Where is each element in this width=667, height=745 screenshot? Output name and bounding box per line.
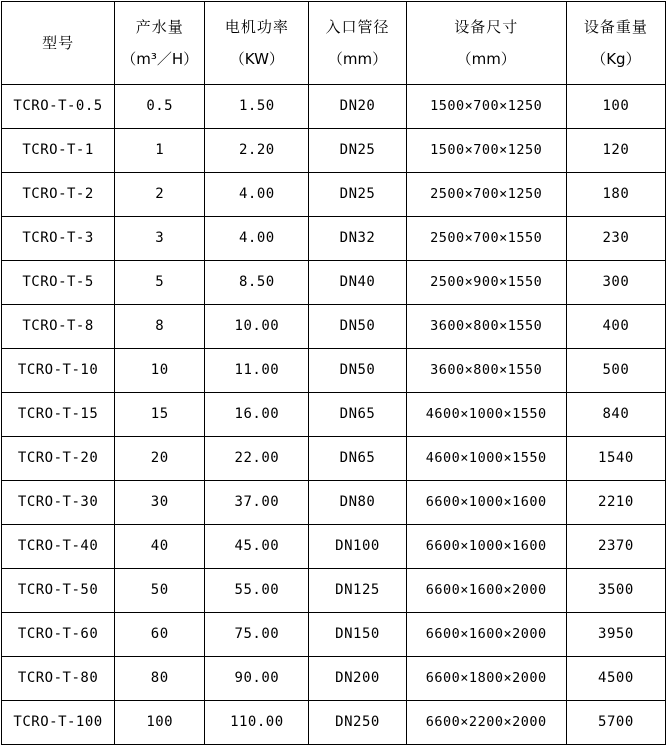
cell-motor-power: 4.00 (205, 173, 309, 217)
column-header-equipment-weight-line1: 设备重量 (583, 17, 648, 36)
table-row (2, 305, 666, 349)
column-header-motor-power-unit: （KW） (229, 50, 284, 68)
table-row (2, 129, 666, 173)
cell-model: TCRO-T-60 (2, 613, 115, 657)
specification-table (1, 1, 666, 745)
column-header-model-line1: 型号 (42, 33, 75, 52)
cell-motor-power: 37.00 (205, 481, 309, 525)
cell-inlet-diameter: DN50 (309, 305, 406, 349)
cell-equipment-size: 2500×900×1550 (406, 261, 566, 305)
cell-model: TCRO-T-2 (2, 173, 115, 217)
cell-equipment-weight: 180 (566, 173, 665, 217)
cell-inlet-diameter: DN80 (309, 481, 406, 525)
cell-equipment-size: 4600×1000×1550 (406, 437, 566, 481)
cell-equipment-weight: 5700 (566, 701, 665, 745)
cell-model: TCRO-T-1 (2, 129, 115, 173)
cell-inlet-diameter: DN100 (309, 525, 406, 569)
cell-equipment-size: 6600×1000×1600 (406, 481, 566, 525)
column-header-inlet-diameter (309, 2, 406, 85)
cell-equipment-weight: 1540 (566, 437, 665, 481)
table-row (2, 437, 666, 481)
table-row (2, 261, 666, 305)
cell-model: TCRO-T-80 (2, 657, 115, 701)
cell-inlet-diameter: DN65 (309, 393, 406, 437)
cell-motor-power: 45.00 (205, 525, 309, 569)
cell-equipment-size: 3600×800×1550 (406, 305, 566, 349)
table-row (2, 481, 666, 525)
table-row (2, 349, 666, 393)
cell-water-output: 10 (115, 349, 205, 393)
column-header-equipment-weight-unit: （Kg） (591, 50, 641, 68)
cell-inlet-diameter: DN65 (309, 437, 406, 481)
table-row (2, 217, 666, 261)
cell-model: TCRO-T-40 (2, 525, 115, 569)
cell-model: TCRO-T-3 (2, 217, 115, 261)
cell-equipment-weight: 100 (566, 85, 665, 129)
cell-equipment-size: 2500×700×1550 (406, 217, 566, 261)
cell-equipment-size: 1500×700×1250 (406, 129, 566, 173)
cell-equipment-size: 3600×800×1550 (406, 349, 566, 393)
cell-water-output: 80 (115, 657, 205, 701)
cell-water-output: 2 (115, 173, 205, 217)
column-header-model (2, 2, 115, 85)
cell-water-output: 15 (115, 393, 205, 437)
cell-water-output: 8 (115, 305, 205, 349)
cell-model: TCRO-T-15 (2, 393, 115, 437)
cell-inlet-diameter: DN150 (309, 613, 406, 657)
cell-motor-power: 16.00 (205, 393, 309, 437)
cell-inlet-diameter: DN32 (309, 217, 406, 261)
cell-inlet-diameter: DN25 (309, 173, 406, 217)
cell-equipment-weight: 500 (566, 349, 665, 393)
table-row (2, 569, 666, 613)
table-row (2, 393, 666, 437)
cell-inlet-diameter: DN50 (309, 349, 406, 393)
cell-equipment-size: 6600×1000×1600 (406, 525, 566, 569)
cell-water-output: 3 (115, 217, 205, 261)
cell-inlet-diameter: DN20 (309, 85, 406, 129)
cell-inlet-diameter: DN125 (309, 569, 406, 613)
cell-model: TCRO-T-30 (2, 481, 115, 525)
cell-equipment-weight: 3950 (566, 613, 665, 657)
cell-motor-power: 110.00 (205, 701, 309, 745)
cell-equipment-weight: 840 (566, 393, 665, 437)
cell-model: TCRO-T-50 (2, 569, 115, 613)
cell-equipment-size: 4600×1000×1550 (406, 393, 566, 437)
table-body (2, 85, 666, 745)
cell-equipment-size: 6600×1600×2000 (406, 613, 566, 657)
cell-water-output: 20 (115, 437, 205, 481)
cell-motor-power: 22.00 (205, 437, 309, 481)
column-header-equipment-size-unit: （mm） (456, 50, 516, 68)
cell-water-output: 5 (115, 261, 205, 305)
cell-water-output: 50 (115, 569, 205, 613)
cell-model: TCRO-T-8 (2, 305, 115, 349)
column-header-equipment-size-line1: 设备尺寸 (454, 17, 519, 36)
cell-water-output: 60 (115, 613, 205, 657)
cell-model: TCRO-T-100 (2, 701, 115, 745)
cell-equipment-weight: 400 (566, 305, 665, 349)
cell-motor-power: 4.00 (205, 217, 309, 261)
table-row (2, 173, 666, 217)
cell-equipment-weight: 230 (566, 217, 665, 261)
cell-equipment-weight: 300 (566, 261, 665, 305)
cell-motor-power: 8.50 (205, 261, 309, 305)
table-header (2, 2, 666, 85)
cell-motor-power: 1.50 (205, 85, 309, 129)
cell-equipment-size: 2500×700×1250 (406, 173, 566, 217)
column-header-water-output-unit: （m³／H） (121, 50, 199, 68)
cell-motor-power: 2.20 (205, 129, 309, 173)
cell-model: TCRO-T-20 (2, 437, 115, 481)
column-header-equipment-weight (566, 2, 665, 85)
cell-motor-power: 10.00 (205, 305, 309, 349)
cell-motor-power: 55.00 (205, 569, 309, 613)
cell-motor-power: 75.00 (205, 613, 309, 657)
cell-inlet-diameter: DN25 (309, 129, 406, 173)
cell-water-output: 0.5 (115, 85, 205, 129)
table-row (2, 525, 666, 569)
column-header-inlet-diameter-line1: 入口管径 (325, 17, 390, 36)
cell-inlet-diameter: DN40 (309, 261, 406, 305)
cell-equipment-size: 6600×1800×2000 (406, 657, 566, 701)
cell-equipment-size: 6600×1600×2000 (406, 569, 566, 613)
cell-equipment-weight: 120 (566, 129, 665, 173)
cell-model: TCRO-T-0.5 (2, 85, 115, 129)
table-row (2, 613, 666, 657)
column-header-water-output-line1: 产水量 (135, 17, 184, 36)
cell-motor-power: 90.00 (205, 657, 309, 701)
cell-water-output: 30 (115, 481, 205, 525)
cell-water-output: 1 (115, 129, 205, 173)
column-header-motor-power (205, 2, 309, 85)
column-header-motor-power-line1: 电机功率 (224, 17, 289, 36)
cell-equipment-size: 6600×2200×2000 (406, 701, 566, 745)
cell-water-output: 40 (115, 525, 205, 569)
cell-motor-power: 11.00 (205, 349, 309, 393)
cell-equipment-weight: 4500 (566, 657, 665, 701)
cell-inlet-diameter: DN200 (309, 657, 406, 701)
cell-model: TCRO-T-10 (2, 349, 115, 393)
column-header-inlet-diameter-unit: （mm） (327, 50, 388, 68)
cell-equipment-size: 1500×700×1250 (406, 85, 566, 129)
cell-model: TCRO-T-5 (2, 261, 115, 305)
cell-equipment-weight: 3500 (566, 569, 665, 613)
column-header-water-output (115, 2, 205, 85)
table-row (2, 657, 666, 701)
table-row (2, 85, 666, 129)
cell-inlet-diameter: DN250 (309, 701, 406, 745)
table-header-row (2, 2, 666, 85)
cell-water-output: 100 (115, 701, 205, 745)
column-header-equipment-size (406, 2, 566, 85)
cell-equipment-weight: 2370 (566, 525, 665, 569)
cell-equipment-weight: 2210 (566, 481, 665, 525)
